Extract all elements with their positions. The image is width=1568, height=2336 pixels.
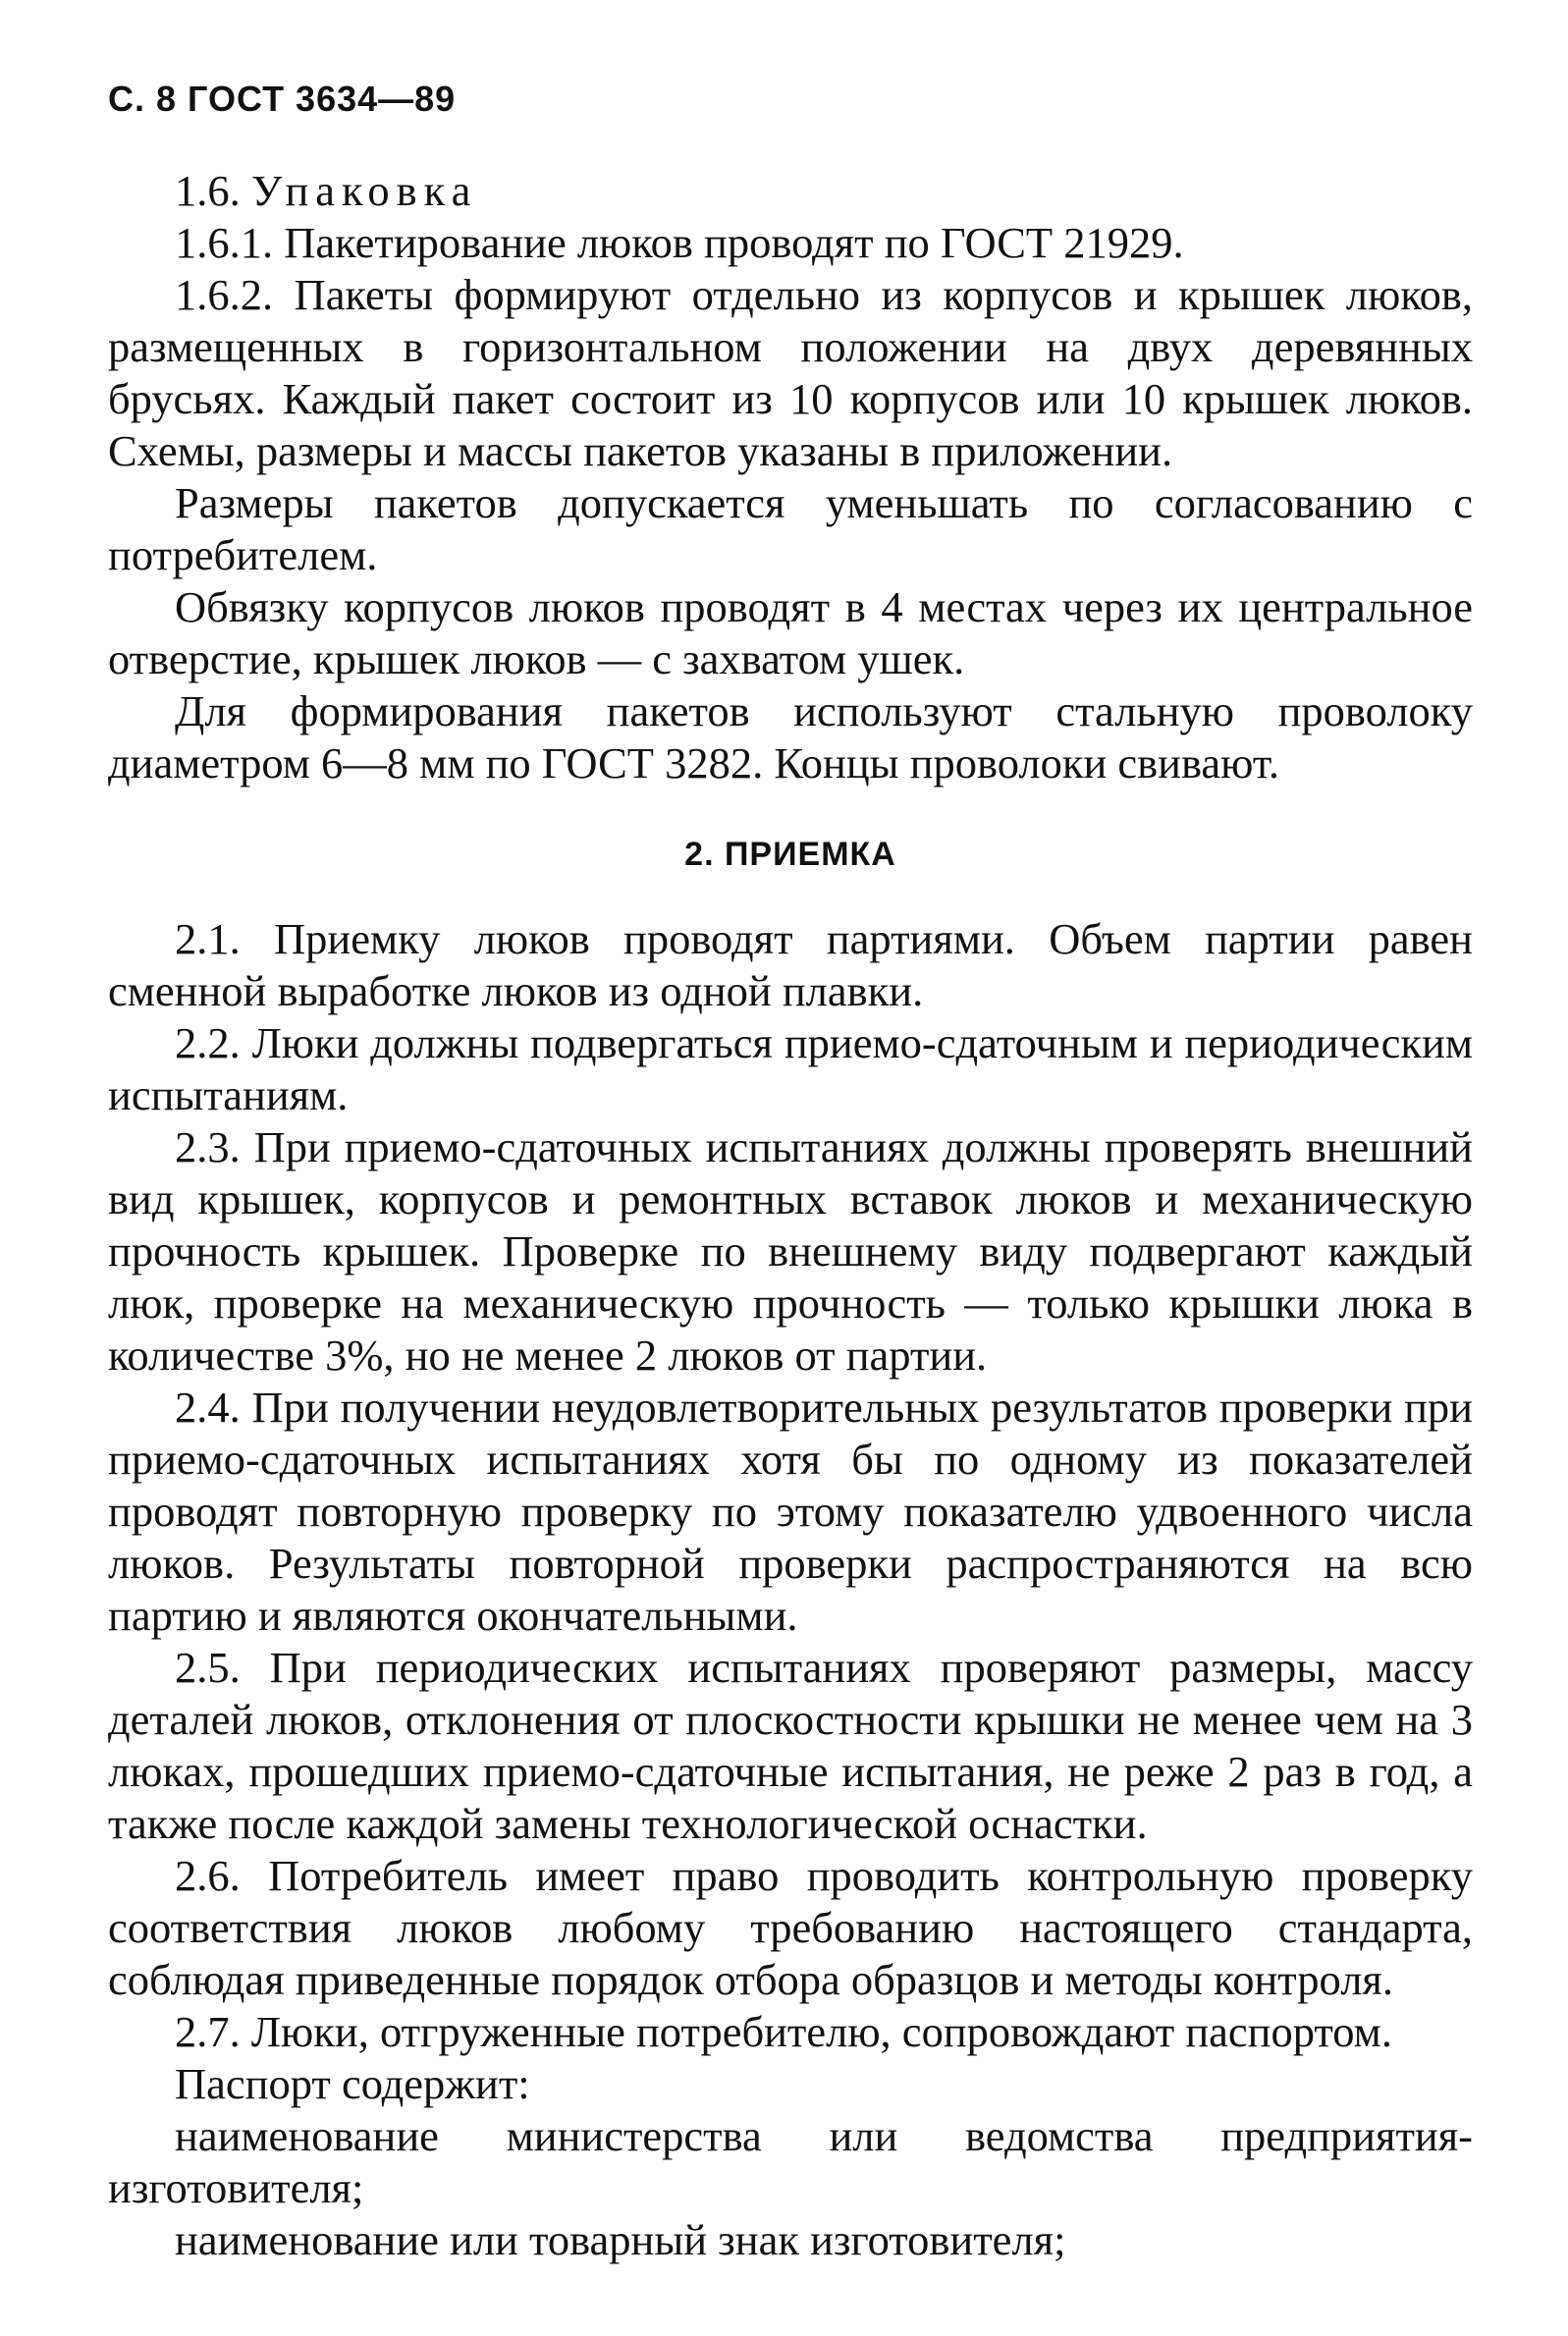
- paragraph-wire: Для формирования пакетов используют стальную проволоку диаметром 6—8 мм по ГОСТ 3282. Концы проволоки свивают.: [108, 686, 1473, 788]
- paragraph-2-3: 2.3. При приемо-сдаточных испытаниях должны проверять внешний вид крышек, корпусов и ремонтных вставок люков и механическую прочность крышек. Проверке по внешнему виду подвергают каждый люк, проверке на механическую прочность — только крышки люка в количестве 3%, но не менее 2 люков от партии.: [108, 1122, 1473, 1380]
- section-2-title: 2. ПРИЕМКА: [684, 836, 896, 873]
- paragraph-package-size: Размеры пакетов допускается уменьшать по согласованию с потребителем.: [108, 478, 1473, 579]
- document-body: [108, 165, 1473, 2266]
- passport-item-ministry: наименование министерства или ведомства предприятия-изготовителя;: [108, 2111, 1473, 2212]
- section-1-6-title: Упаковка: [250, 166, 478, 215]
- paragraph-2-2: 2.2. Люки должны подвергаться приемо-сдаточным и периодическим испытаниям.: [108, 1018, 1473, 1119]
- paragraph-2-5: 2.5. При периодических испытаниях проверяют размеры, массу деталей люков, отклонения от плоскостности крышки не менее чем на 3 люках, прошедших приемо-сдаточные испытания, не реже 2 раз в год, а также после каждой замены технологической оснастки.: [108, 1643, 1473, 1848]
- paragraph-1-6-1: 1.6.1. Пакетирование люков проводят по ГОСТ 21929.: [175, 218, 1184, 267]
- passport-item-manufacturer: наименование или товарный знак изготовителя;: [175, 2215, 1066, 2264]
- passport-intro: Паспорт содержит:: [175, 2059, 530, 2108]
- paragraph-binding: Обвязку корпусов люков проводят в 4 местах через их центральное отверстие, крышек люков — с захватом ушек.: [108, 582, 1473, 683]
- paragraph-2-1: 2.1. Приемку люков проводят партиями. Объем партии равен сменной выработке люков из одной плавки.: [108, 914, 1473, 1015]
- paragraph-1-6-2: 1.6.2. Пакеты формируют отдельно из корпусов и крышек люков, размещенных в горизонтальном положении на двух деревянных брусьях. Каждый пакет состоит из 10 корпусов или 10 крышек люков. Схемы, размеры и массы пакетов указаны в приложении.: [108, 270, 1473, 475]
- paragraph-2-4: 2.4. При получении неудовлетворительных результатов проверки при приемо-сдаточных испытаниях хотя бы по одному из показателей проводят повторную проверку по этому показателю удвоенного числа люков. Результаты повторной проверки распространяются на всю партию и являются окончательными.: [108, 1383, 1473, 1640]
- section-1-6-number: 1.6.: [175, 166, 241, 215]
- section-1-6-heading: [108, 165, 1473, 217]
- paragraph-2-6: 2.6. Потребитель имеет право проводить контрольную проверку соответствия люков любому требованию настоящего стандарта, соблюдая приведенные порядок отбора образцов и методы контроля.: [108, 1851, 1473, 2004]
- page-header: С. 8 ГОСТ 3634—89: [108, 79, 457, 119]
- paragraph-2-7: 2.7. Люки, отгруженные потребителю, сопровождают паспортом.: [175, 2007, 1392, 2056]
